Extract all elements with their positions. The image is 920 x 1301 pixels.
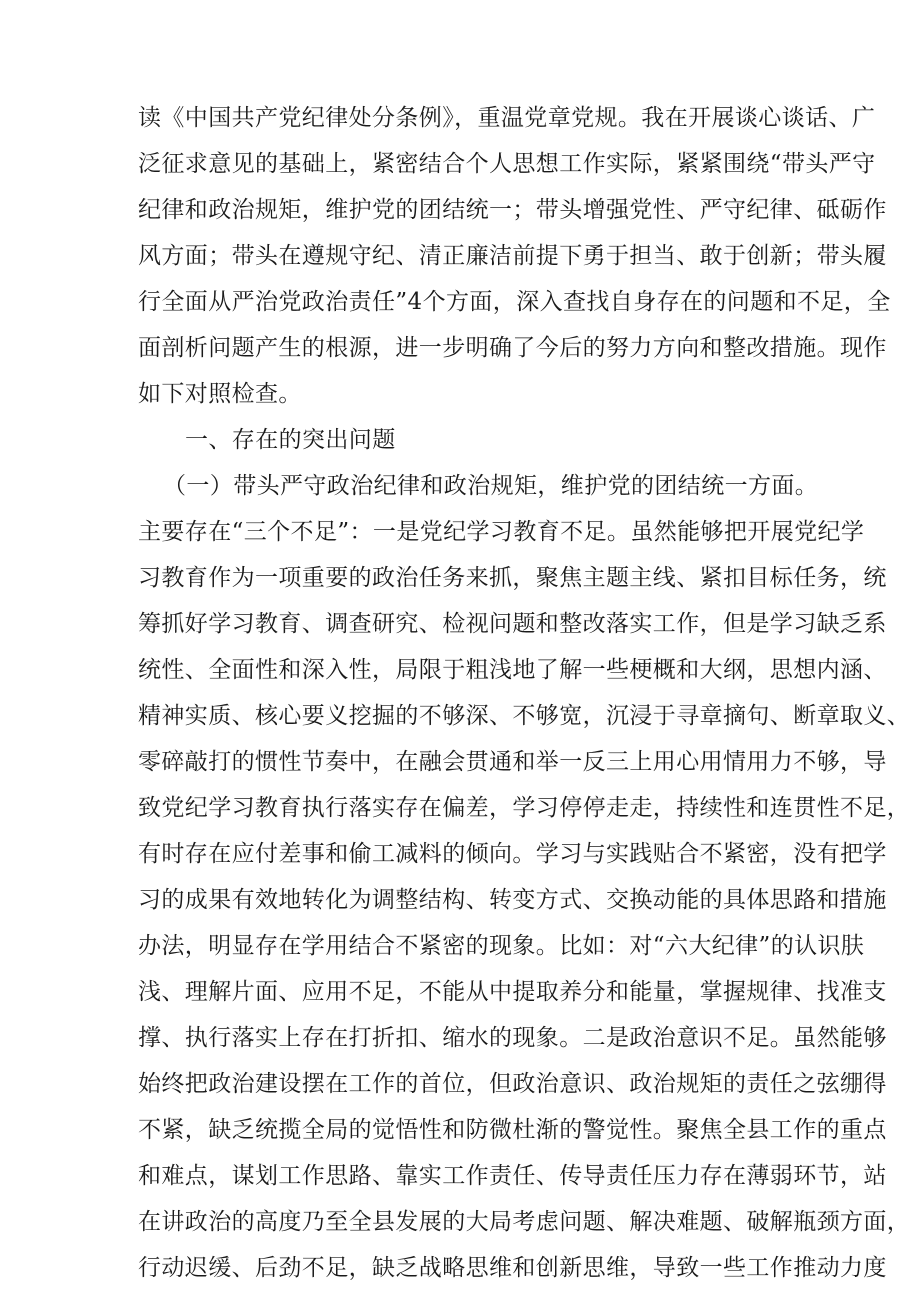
text-line-2: 泛征求意见的基础上，紧密结合个人思想工作实际，紧紧围绕“带头严守 [138, 151, 876, 177]
text-line-18: 习的成果有效地转化为调整结构、转变方式、交换动能的具体思路和措施 [138, 887, 887, 913]
text-line-1: 读《中国共产党纪律处分条例》，重温党章党规。我在开展谈心谈话、广 [138, 105, 876, 131]
text-line-13: 统性、全面性和深入性，局限于粗浅地了解一些梗概和大纲，思想内涵、 [138, 657, 887, 683]
text-line-24: 和难点，谋划工作思路、靠实工作责任、传导责任压力存在薄弱环节，站 [138, 1163, 887, 1189]
text-line-20: 浅、理解片面、应用不足，不能从中提取养分和能量，掌握规律、找准支 [138, 979, 887, 1005]
text-line-3: 纪律和政治规矩，维护党的团结统一；带头增强党性、严守纪律、砥砺作 [138, 197, 887, 223]
text-line-5: 行全面从严治党政治责任”4个方面，深入查找自身存在的问题和不足，全 [138, 289, 891, 315]
text-line-11: 习教育作为一项重要的政治任务来抓，聚焦主题主线、紧扣目标任务，统 [138, 565, 887, 591]
section-heading: 一、存在的突出问题 [185, 427, 396, 453]
text-line-6: 面剖析问题产生的根源，进一步明确了今后的努力方向和整改措施。现作 [138, 335, 887, 361]
text-line-10: 主要存在“三个不足”：一是党纪学习教育不足。虽然能够把开展党纪学 [138, 519, 865, 545]
text-line-14: 精神实质、核心要义挖掘的不够深、不够宽，沉浸于寻章摘句、断章取义、 [138, 703, 911, 729]
text-line-16: 致党纪学习教育执行落实存在偏差，学习停停走走，持续性和连贯性不足， [138, 795, 911, 821]
subsection-heading: （一）带头严守政治纪律和政治规矩，维护党的团结统一方面。 [163, 473, 819, 499]
text-line-21: 撑、执行落实上存在打折扣、缩水的现象。二是政治意识不足。虽然能够 [138, 1025, 887, 1051]
text-line-23: 不紧，缺乏统揽全局的觉悟性和防微杜渐的警觉性。聚焦全县工作的重点 [138, 1117, 887, 1143]
text-line-26: 行动迟缓、后劲不足，缺乏战略思维和创新思维，导致一些工作推动力度 [138, 1255, 887, 1281]
text-line-7: 如下对照检查。 [138, 381, 302, 407]
text-line-17: 有时存在应付差事和偷工减料的倾向。学习与实践贴合不紧密，没有把学 [138, 841, 887, 867]
text-line-15: 零碎敲打的惯性节奏中，在融会贯通和举一反三上用心用情用力不够，导 [138, 749, 887, 775]
text-line-19: 办法，明显存在学用结合不紧密的现象。比如：对“六大纪律”的认识肤 [138, 933, 865, 959]
text-line-25: 在讲政治的高度乃至全县发展的大局考虑问题、解决难题、破解瓶颈方面， [138, 1209, 911, 1235]
text-line-12: 筹抓好学习教育、调查研究、检视问题和整改落实工作，但是学习缺乏系 [138, 611, 887, 637]
text-line-4: 风方面；带头在遵规守纪、清正廉洁前提下勇于担当、敢于创新；带头履 [138, 243, 887, 269]
text-line-22: 始终把政治建设摆在工作的首位，但政治意识、政治规矩的责任之弦绷得 [138, 1071, 887, 1097]
